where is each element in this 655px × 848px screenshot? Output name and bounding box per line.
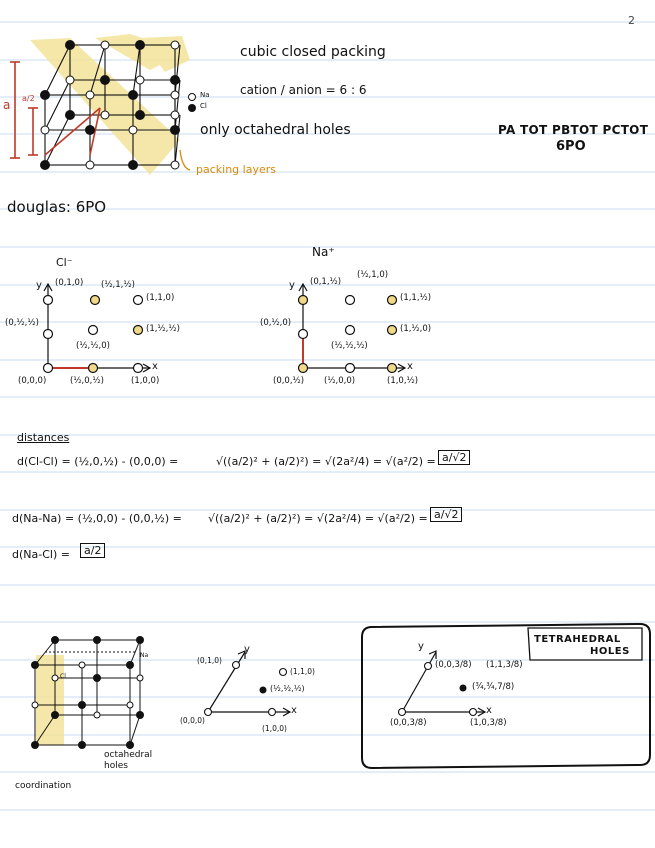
tetra-y-axis: y <box>418 641 424 652</box>
na-label-h10: (½,1,0) <box>357 270 389 280</box>
cl-ion-label: Cl⁻ <box>56 256 73 269</box>
octa-label-010: (0,1,0) <box>197 656 222 665</box>
legend-na: Na <box>200 91 210 99</box>
dim-a-half-label: a/2 <box>22 94 35 103</box>
na-na-result: a/√2 <box>430 507 462 522</box>
coordination-label: coordination <box>15 781 72 791</box>
na-label-00h: (0,0,½) <box>273 376 305 386</box>
douglas-notation: douglas: 6PO <box>7 198 107 216</box>
na-x-axis: x <box>407 361 413 372</box>
cl-cl-distance-rhs: √((a/2)² + (a/2)²) = √(2a²/4) = √(a²/2) = <box>216 455 436 468</box>
packing-layers-note: packing layers <box>196 163 276 176</box>
cation-anion-ratio: cation / anion = 6 : 6 <box>240 83 367 97</box>
octahedral-holes-label: octahedral holes <box>104 750 153 771</box>
na-ion-label: Na⁺ <box>312 245 335 259</box>
cl-y-axis: y <box>36 280 42 291</box>
cl-label-0hh: (0,½,½) <box>5 318 39 328</box>
tetra-x-axis: x <box>486 705 492 716</box>
cl-cl-result: a/√2 <box>438 450 470 465</box>
octa-y-axis: y <box>244 644 250 655</box>
cube-cl-label: Cl <box>60 673 66 680</box>
legend-cl: Cl <box>200 102 207 110</box>
cl-label-110: (1,1,0) <box>146 293 175 303</box>
octa-label-100: (1,0,0) <box>262 724 287 733</box>
octa-label-hhh: (½,½,½) <box>270 684 305 693</box>
na-label-0h0: (0,½,0) <box>260 318 292 328</box>
cl-label-1hh: (1,½,½) <box>146 324 180 334</box>
na-na-distance-rhs: √((a/2)² + (a/2)²) = √(2a²/4) = √(a²/2) = <box>208 512 428 525</box>
cl-label-hh0: (½,½,0) <box>76 341 110 351</box>
tetra-label-11-38: (1,1,3/8) <box>486 660 523 670</box>
cl-label-h0h: (½,0,½) <box>70 376 104 386</box>
na-cl-result: a/2 <box>80 543 105 558</box>
cl-label-100: (1,0,0) <box>131 376 160 386</box>
na-label-10h: (1,0,½) <box>387 376 419 386</box>
na-y-axis: y <box>289 280 295 291</box>
na-label-11h: (1,1,½) <box>400 293 432 303</box>
cl-label-h1h: (½,1,½) <box>101 280 135 290</box>
holes-note: only octahedral holes <box>200 122 351 138</box>
tetra-label-34-78: (¾,¾,7/8) <box>472 682 515 692</box>
tetrahedral-title-line1: TETRAHEDRAL <box>534 634 621 645</box>
na-label-h00: (½,0,0) <box>324 376 356 386</box>
tetra-label-origin: (0,0,3/8) <box>390 718 427 728</box>
dim-a-label: a <box>3 98 11 112</box>
stacking-short: 6PO <box>556 139 586 154</box>
cl-label-000: (0,0,0) <box>18 376 47 386</box>
page-number: 2 <box>628 14 635 27</box>
na-label-hhh: (½,½,½) <box>331 341 368 351</box>
na-label-1h0: (1,½,0) <box>400 324 432 334</box>
cl-label-010: (0,1,0) <box>55 278 84 288</box>
cube-na-label: Na <box>140 652 149 659</box>
cl-cl-distance-lhs: d(Cl-Cl) = (½,0,½) - (0,0,0) = <box>17 455 179 468</box>
distances-heading: distances <box>17 431 70 444</box>
cl-x-axis: x <box>152 361 158 372</box>
na-na-distance-lhs: d(Na-Na) = (½,0,0) - (0,0,½) = <box>12 512 182 525</box>
structure-title: cubic closed packing <box>240 44 386 60</box>
tetrahedral-title-line2: HOLES <box>590 646 630 657</box>
octa-x-axis: x <box>291 705 297 716</box>
na-label-01h: (0,1,½) <box>310 277 342 287</box>
stacking-sequence: PA TOT PBTOT PCTOT <box>498 123 649 137</box>
octa-label-000: (0,0,0) <box>180 716 205 725</box>
tetra-label-00-38: (0,0,3/8) <box>435 660 472 670</box>
na-cl-distance-lhs: d(Na-Cl) = <box>12 548 70 561</box>
octa-label-110: (1,1,0) <box>290 667 315 676</box>
tetra-label-10-38: (1,0,3/8) <box>470 718 507 728</box>
